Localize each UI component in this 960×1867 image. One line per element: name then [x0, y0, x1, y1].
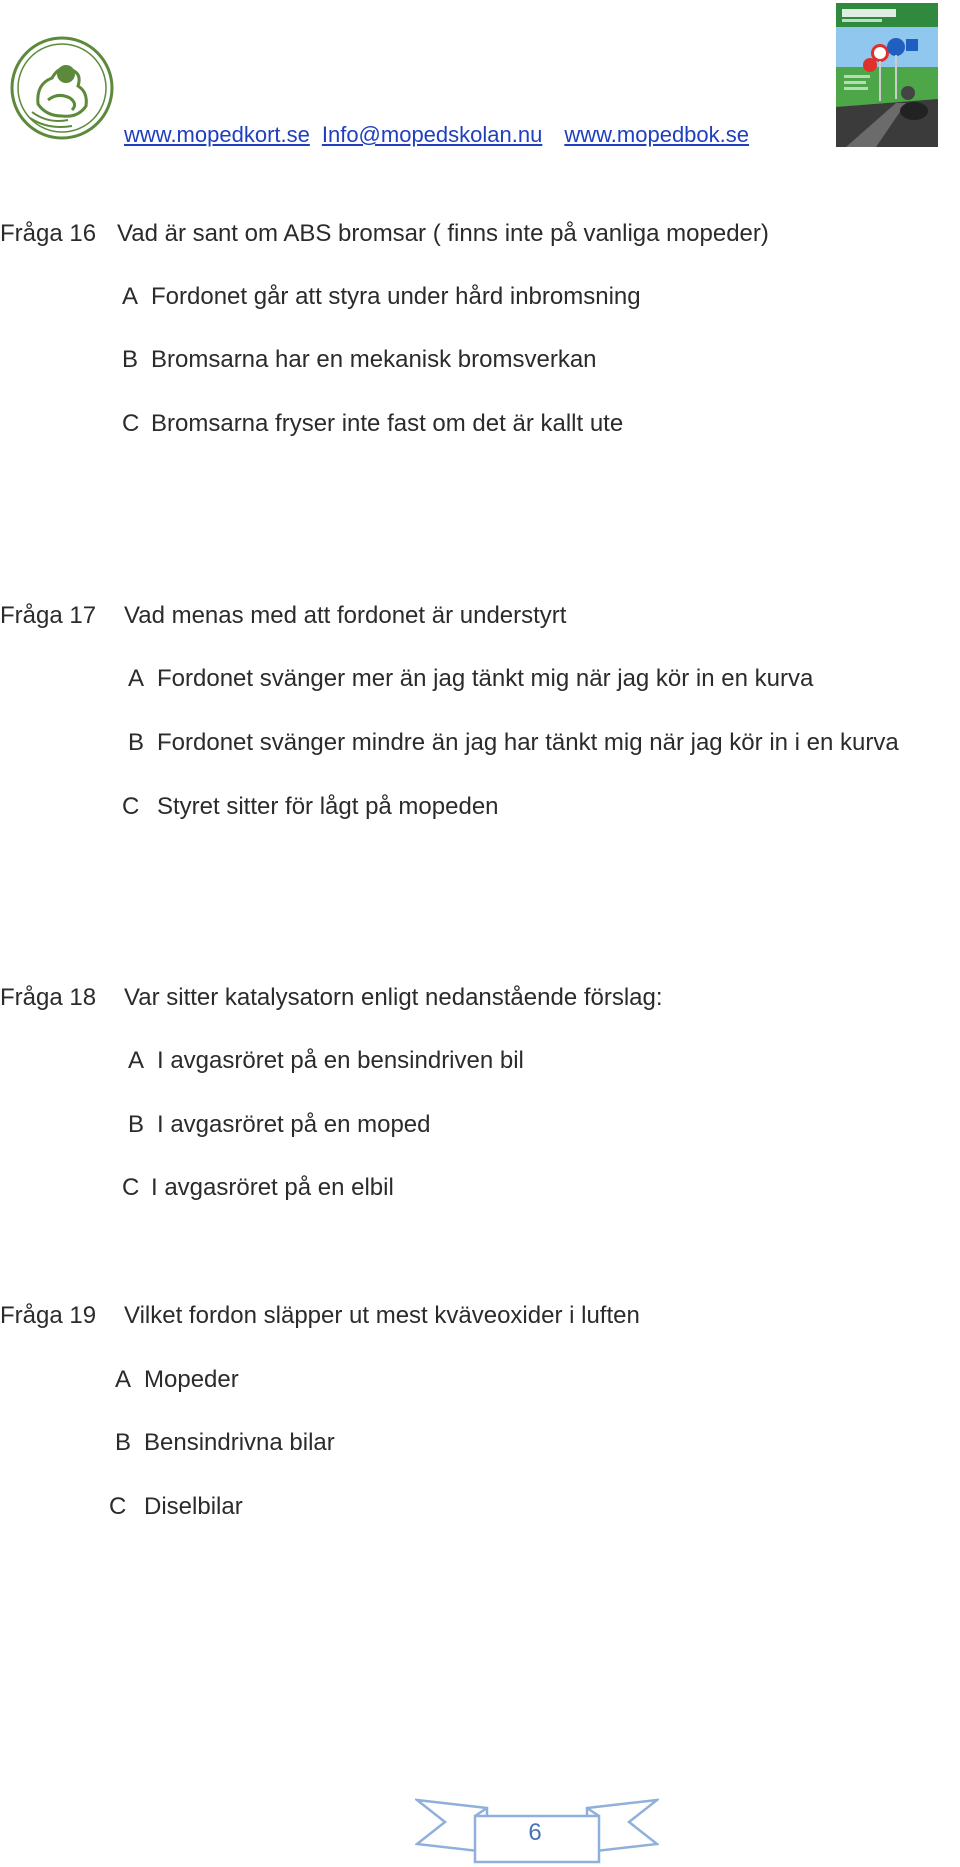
option-18-c: [122, 1173, 394, 1203]
question-text: Var sitter katalysatorn enligt nedanstående förslag:: [124, 984, 663, 1011]
option-text: Diselbilar: [144, 1493, 243, 1520]
option-18-a: [128, 1046, 524, 1076]
option-text: Styret sitter för lågt på mopeden: [157, 793, 499, 820]
question-number: Fråga 16: [0, 220, 97, 247]
option-letter: B: [128, 729, 145, 756]
option-text: Fordonet svänger mindre än jag har tänkt mig när jag kör in i en kurva: [157, 729, 899, 756]
page-number: 6: [528, 1819, 542, 1846]
option-letter: C: [122, 793, 140, 820]
option-17-a: [128, 664, 813, 694]
moped-school-logo-icon: [8, 34, 116, 142]
option-19-c: [109, 1492, 243, 1522]
header-links: [124, 122, 749, 148]
question-text: Vilket fordon släpper ut mest kväveoxider i luften: [124, 1302, 640, 1329]
option-letter: A: [122, 283, 139, 310]
option-16-a: [122, 282, 641, 312]
option-letter: C: [109, 1493, 127, 1520]
option-letter: A: [128, 1047, 145, 1074]
option-text: Bromsarna fryser inte fast om det är kallt ute: [151, 410, 624, 437]
link-mopedkort[interactable]: www.mopedkort.se: [124, 122, 310, 147]
option-text: Bromsarna har en mekanisk bromsverkan: [151, 346, 597, 373]
mopedbok-cover-image-icon: [836, 3, 938, 147]
option-letter: A: [128, 665, 145, 692]
link-info-email[interactable]: Info@mopedskolan.nu: [321, 122, 543, 147]
option-text: I avgasröret på en bensindriven bil: [157, 1047, 524, 1074]
link-mopedbok[interactable]: www.mopedbok.se: [564, 122, 749, 147]
question-17: [0, 601, 566, 631]
question-number: Fråga 17: [0, 602, 97, 629]
option-text: Fordonet svänger mer än jag tänkt mig när jag kör in en kurva: [157, 665, 814, 692]
question-text: Vad är sant om ABS bromsar ( finns inte på vanliga mopeder): [117, 220, 769, 247]
option-16-c: [122, 409, 623, 439]
option-19-a: [115, 1365, 239, 1395]
option-letter: B: [128, 1111, 145, 1138]
option-19-b: [115, 1428, 335, 1458]
option-text: I avgasröret på en moped: [157, 1111, 431, 1138]
option-letter: B: [115, 1429, 132, 1456]
question-18: [0, 983, 663, 1013]
option-16-b: [122, 345, 597, 375]
question-16: [0, 219, 769, 249]
option-18-b: [128, 1110, 431, 1140]
question-number: Fråga 18: [0, 984, 97, 1011]
option-text: Bensindrivna bilar: [144, 1429, 335, 1456]
option-text: I avgasröret på en elbil: [151, 1174, 394, 1201]
question-19: [0, 1301, 640, 1331]
question-text: Vad menas med att fordonet är understyrt: [124, 602, 567, 629]
option-17-b: [128, 728, 899, 758]
question-number: Fråga 19: [0, 1302, 97, 1329]
option-letter: A: [115, 1366, 132, 1393]
option-text: Fordonet går att styra under hård inbromsning: [151, 283, 641, 310]
option-text: Mopeder: [144, 1366, 239, 1393]
option-letter: C: [122, 1174, 140, 1201]
option-letter: C: [122, 410, 140, 437]
option-17-c: [122, 792, 499, 822]
option-letter: B: [122, 346, 139, 373]
